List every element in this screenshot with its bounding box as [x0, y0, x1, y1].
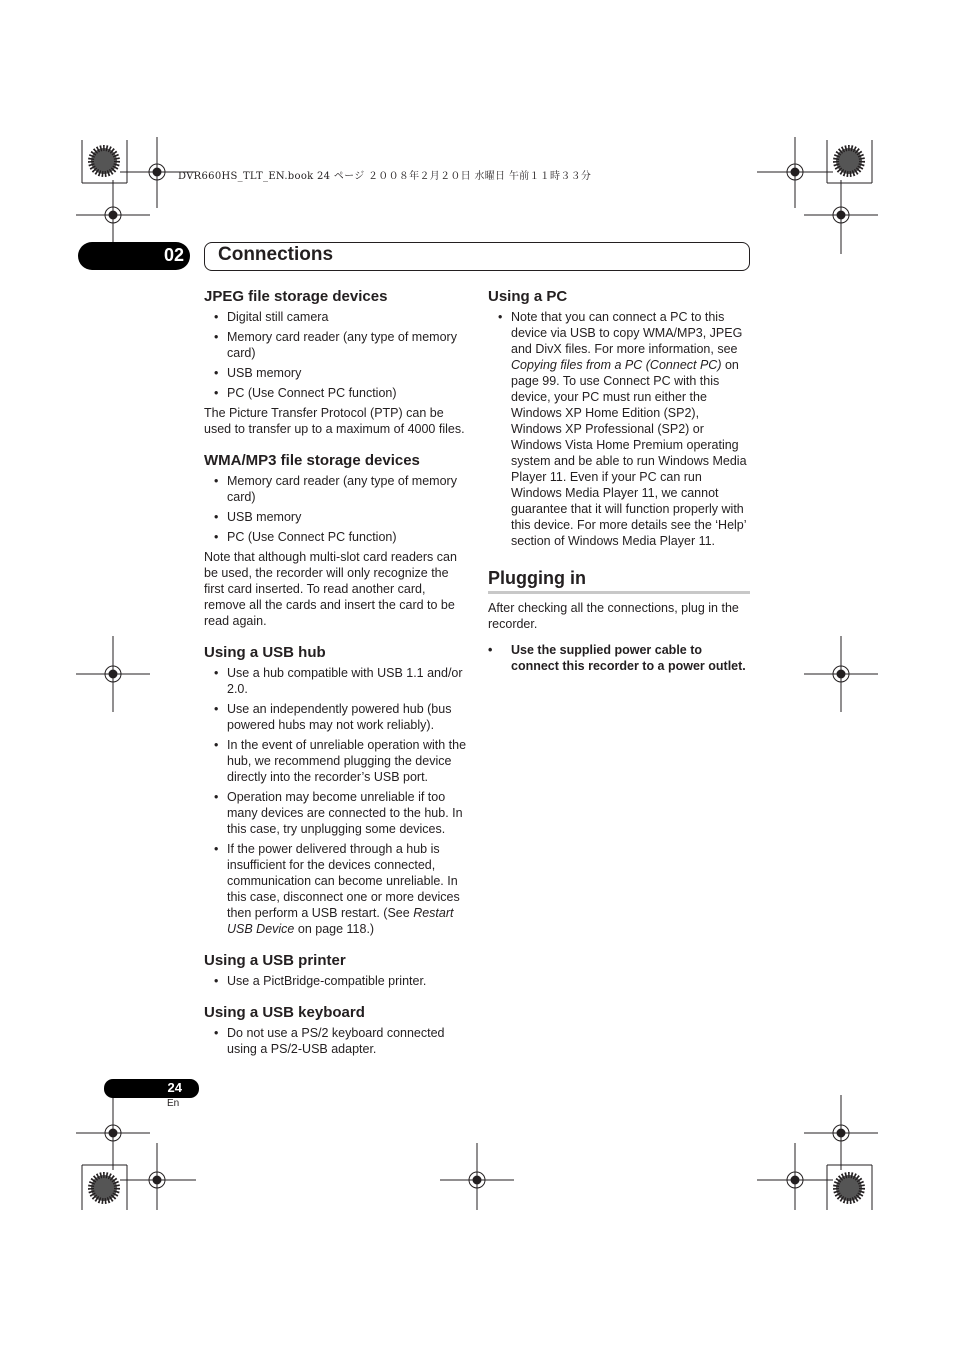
list-item: • Memory card reader (any type of memory card)	[204, 473, 469, 505]
page-number: 24	[167, 1080, 182, 1095]
list-item: • Use a hub compatible with USB 1.1 and/or 2.0.	[204, 665, 469, 697]
usb-printer-section	[204, 951, 469, 989]
usb-printer-list	[204, 973, 469, 989]
instruction-text: Use the supplied power cable to connect this recorder to a power outlet.	[511, 643, 746, 673]
text-segment: Note that you can connect a PC to this device via USB to copy WMA/MP3, JPEG and DivX files. For more information, see	[511, 310, 743, 356]
wma-list	[204, 473, 469, 545]
chapter-title: Connections	[218, 244, 334, 265]
text-segment: If the power delivered through a hub is insufficient for the devices connected, communication can become unreliable. In this case, disconnect one or more devices then perform a USB restart. (See	[227, 842, 460, 920]
wma-section	[204, 451, 469, 629]
usb-keyboard-section	[204, 1003, 469, 1057]
list-item: • Use a PictBridge-compatible printer.	[204, 973, 469, 989]
plugging-in-instruction	[488, 642, 750, 674]
cross-reference: Restart USB Device	[227, 906, 454, 936]
chapter-tab	[78, 242, 190, 270]
jpeg-section	[204, 287, 469, 437]
left-column	[204, 287, 469, 1071]
page-language: En	[167, 1098, 180, 1109]
pc-heading: Using a PC	[488, 288, 568, 305]
list-item: • Use an independently powered hub (bus powered hubs may not work reliably).	[204, 701, 469, 733]
list-item: • Do not use a PS/2 keyboard connected using a PS/2-USB adapter.	[204, 1025, 469, 1057]
bullet-glyph: •	[488, 643, 493, 657]
jpeg-list	[204, 309, 469, 401]
right-column	[488, 287, 750, 674]
jpeg-note: The Picture Transfer Protocol (PTP) can be used to transfer up to a maximum of 4000 files.	[204, 406, 465, 436]
usb-printer-heading: Using a USB printer	[204, 952, 346, 969]
list-item	[488, 309, 750, 549]
plugging-in-text: After checking all the connections, plug in the recorder.	[488, 601, 739, 631]
plugging-in-heading: Plugging in	[488, 567, 750, 594]
wma-note: Note that although multi-slot card readers can be used, the recorder will only recognize the first card inserted. To read another card, remove all the cards and insert the card to be read again.	[204, 550, 457, 628]
usb-hub-list	[204, 665, 469, 937]
list-item: • USB memory	[204, 365, 469, 381]
usb-keyboard-list	[204, 1025, 469, 1057]
cross-reference: Copying files from a PC (Connect PC)	[511, 358, 722, 372]
chapter-header-bar	[204, 242, 750, 271]
list-item: • USB memory	[204, 509, 469, 525]
text-segment: on page 99. To use Connect PC with this device, your PC must run either the Windows XP Home Edition (SP2), Windows XP Professional (SP2) or Windows Vista Home Premium operating system and be able to run Windows Media Player 11. Even if your PC can run Windows Media Player 11, we cannot guarantee that it will function properly with this device. For more details see the ‘Help’ section of Windows Media Player 11.	[511, 358, 747, 548]
list-item: • In the event of unreliable operation with the hub, we recommend plugging the device directly into the recorder’s USB port.	[204, 737, 469, 785]
text-segment: on page 118.)	[294, 922, 375, 936]
usb-keyboard-heading: Using a USB keyboard	[204, 1004, 365, 1021]
pc-list	[488, 309, 750, 549]
pc-section	[488, 287, 750, 549]
usb-hub-section	[204, 643, 469, 937]
plugging-in-section	[488, 567, 750, 674]
list-item	[204, 841, 469, 937]
list-item: • PC (Use Connect PC function)	[204, 529, 469, 545]
list-item: • Digital still camera	[204, 309, 469, 325]
list-item: • PC (Use Connect PC function)	[204, 385, 469, 401]
list-item: • Memory card reader (any type of memory card)	[204, 329, 469, 361]
usb-hub-heading: Using a USB hub	[204, 644, 326, 661]
wma-heading: WMA/MP3 file storage devices	[204, 452, 420, 469]
list-item: • Operation may become unreliable if too many devices are connected to the hub. In this case, try unplugging some devices.	[204, 789, 469, 837]
jpeg-heading: JPEG file storage devices	[204, 288, 388, 305]
page-number-tab	[104, 1079, 199, 1098]
book-file-line: DVR660HS_TLT_EN.book 24 ページ ２００８年２月２０日 水曜日 午前１１時３３分	[178, 171, 592, 182]
chapter-number: 02	[163, 245, 184, 265]
